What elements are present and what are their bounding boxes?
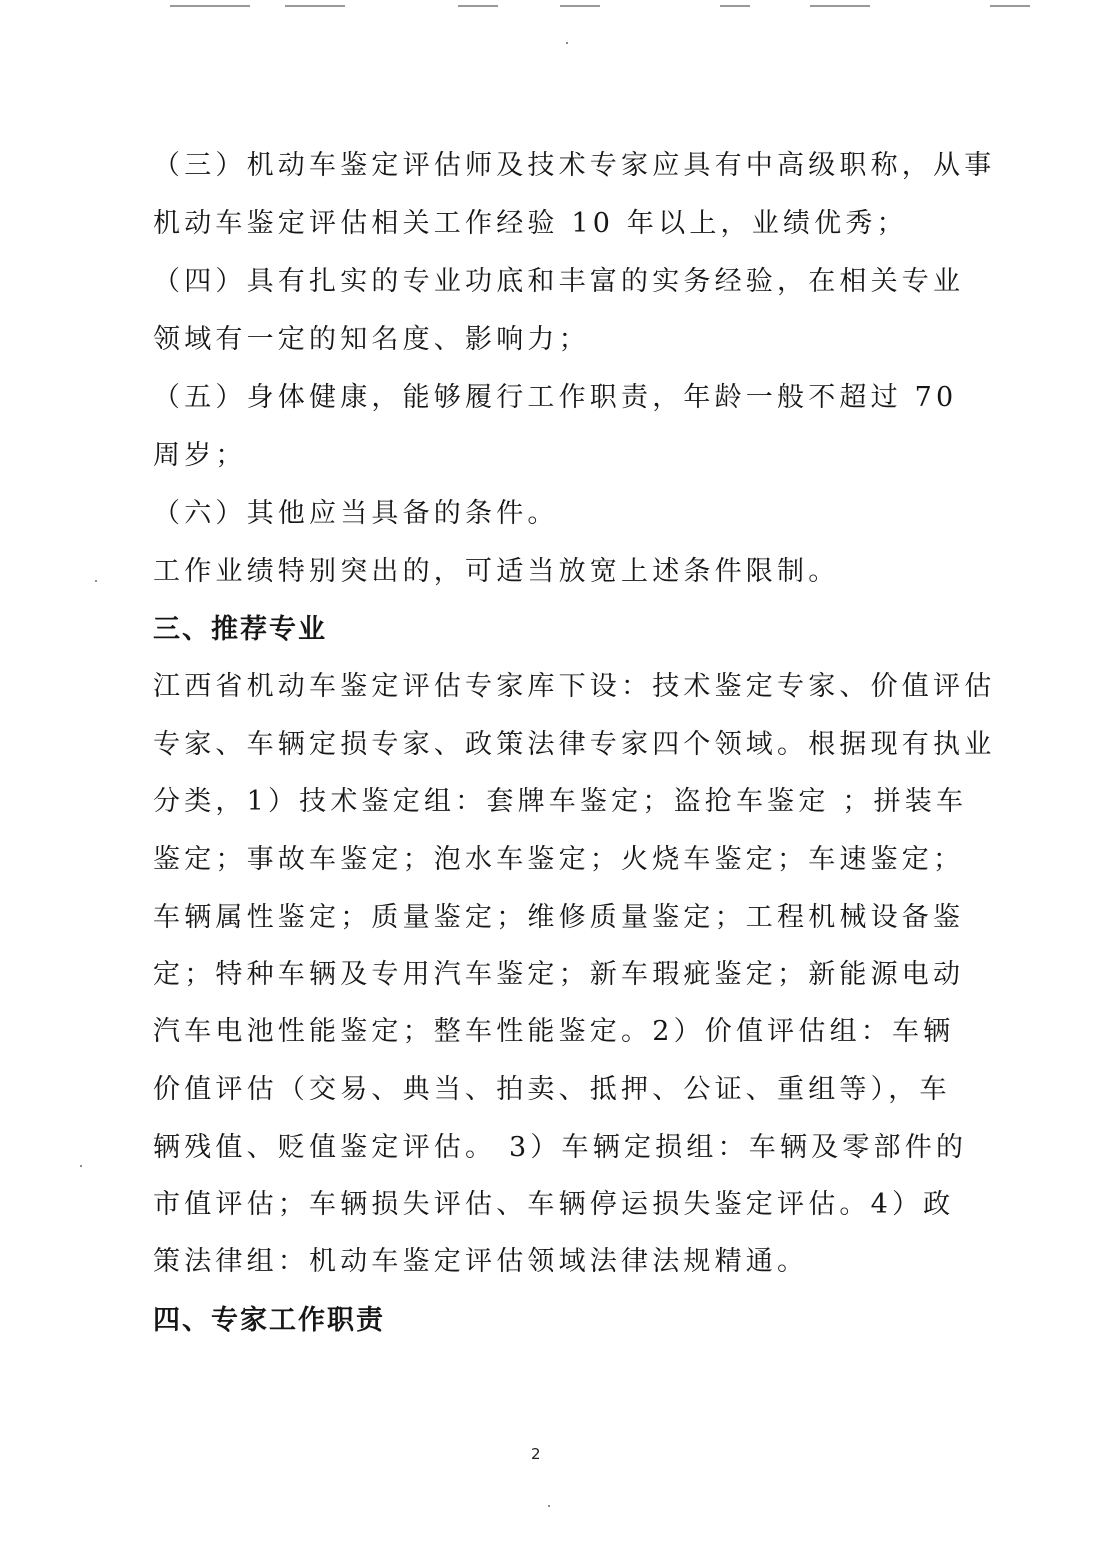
scan-artifact [560, 5, 600, 7]
paragraph-line: （五）身体健康，能够履行工作职责，年龄一般不超过 70 [153, 382, 958, 413]
scan-speck [548, 1505, 550, 1507]
scan-artifact [458, 5, 498, 7]
paragraph-line: 机动车鉴定评估相关工作经验 10 年以上，业绩优秀； [153, 208, 908, 239]
scan-artifact [990, 5, 1030, 7]
paragraph-line: 定；特种车辆及专用汽车鉴定；新车瑕疵鉴定；新能源电动 [153, 959, 965, 990]
paragraph-line: 汽车电池性能鉴定；整车性能鉴定。2）价值评估组：车辆 [153, 1016, 955, 1047]
paragraph-line: 专家、车辆定损专家、政策法律专家四个领域。根据现有执业 [153, 729, 996, 760]
paragraph-line: （六）其他应当具备的条件。 [153, 498, 559, 529]
scan-artifact [810, 5, 870, 7]
scan-artifact [285, 5, 345, 7]
scan-artifact [170, 5, 250, 7]
scan-speck [95, 580, 97, 582]
paragraph-line: 鉴定；事故车鉴定；泡水车鉴定；火烧车鉴定；车速鉴定； [153, 844, 965, 875]
paragraph-line: 工作业绩特别突出的，可适当放宽上述条件限制。 [153, 556, 840, 587]
paragraph-line: 领域有一定的知名度、影响力； [153, 324, 590, 355]
scan-speck [80, 1165, 82, 1167]
paragraph-line: 市值评估；车辆损失评估、车辆停运损失鉴定评估。4）政 [153, 1189, 955, 1220]
paragraph-line: 辆残值、贬值鉴定评估。 3）车辆定损组：车辆及零部件的 [153, 1132, 968, 1163]
section-heading: 四、专家工作职责 [153, 1305, 385, 1336]
section-heading: 三、推荐专业 [153, 614, 327, 645]
scan-speck [566, 42, 568, 44]
paragraph-line: 价值评估（交易、典当、拍卖、抵押、公证、重组等），车 [153, 1074, 951, 1105]
paragraph-line: 车辆属性鉴定；质量鉴定；维修质量鉴定；工程机械设备鉴 [153, 902, 965, 933]
paragraph-line: 江西省机动车鉴定评估专家库下设：技术鉴定专家、价值评估 [153, 671, 996, 702]
paragraph-line: （四）具有扎实的专业功底和丰富的实务经验，在相关专业 [153, 266, 965, 297]
paragraph-line: （三）机动车鉴定评估师及技术专家应具有中高级职称，从事 [153, 150, 996, 181]
scan-artifact [720, 5, 750, 7]
paragraph-line: 分类，1）技术鉴定组：套牌车鉴定；盗抢车鉴定 ；拼装车 [153, 786, 968, 817]
page-number: 2 [531, 1445, 541, 1463]
paragraph-line: 策法律组：机动车鉴定评估领域法律法规精通。 [153, 1246, 809, 1277]
paragraph-line: 周岁； [153, 440, 247, 471]
